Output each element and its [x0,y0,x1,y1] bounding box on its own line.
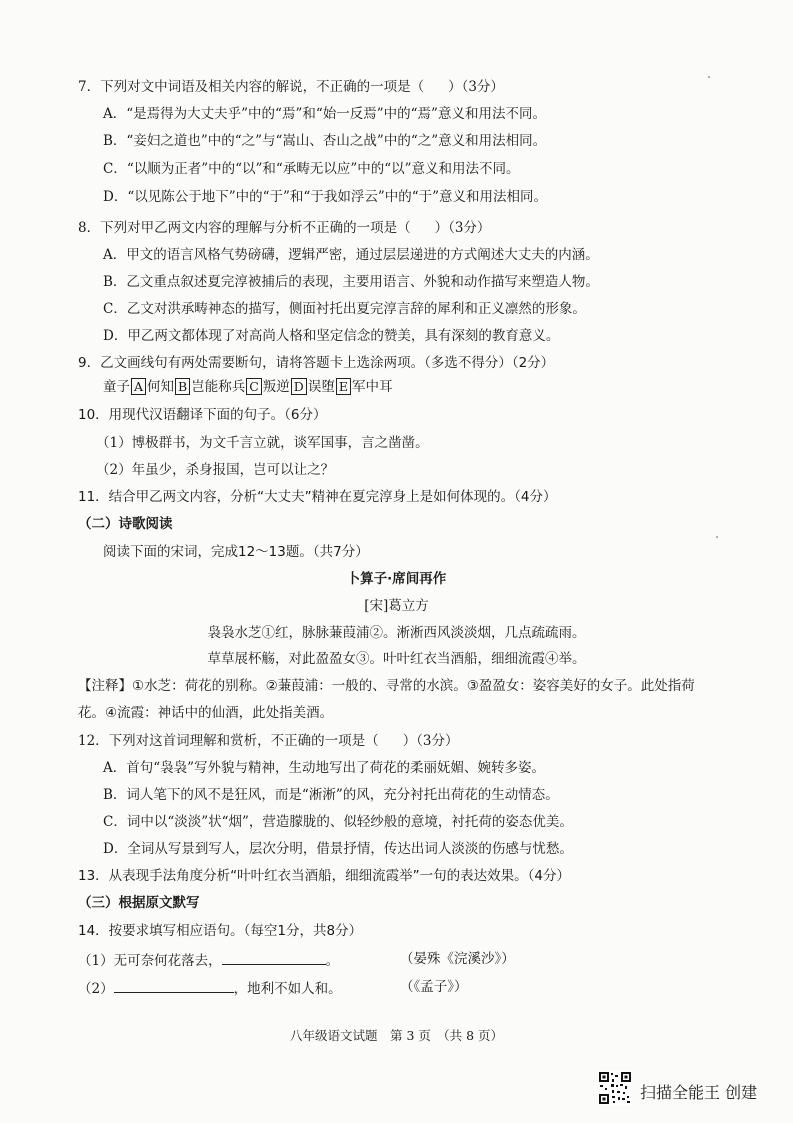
q14-source-1: （晏殊《浣溪沙》） [400,951,515,967]
scan-speck [708,76,710,78]
q7-option-a: A．“是焉得为大丈夫乎”中的“焉”和“始一反焉”中的“焉”意义和用法不同。 [103,106,546,122]
q12-option-a: A．首句“袅袅”写外貌与精神，生动地写出了荷花的柔丽妩媚、婉转多姿。 [103,760,546,776]
q10-sentence-1: （1）博极群书，为文千言立就，谈军国事，言之凿凿。 [96,435,429,451]
q9-seg-d: 误堕 [307,379,335,395]
q9-box-a[interactable]: A [131,378,146,395]
q12-close: ）（3分） [402,733,459,749]
q7-option-b: B．“妾妇之道也”中的“之”与“嵩山、杏山之战”中的“之”意义和用法相同。 [103,133,547,149]
q9-seg-e: 军中耳 [351,379,393,395]
poem-title: 卜算子·席间再作 [346,571,447,587]
q10-stem: 10．用现代汉语翻译下面的句子。（6分） [78,407,327,423]
poem-line-1: 袅袅水芝①红，脉脉蒹葭浦②。淅淅西风淡淡烟，几点疏疏雨。 [207,625,586,641]
poem-notes-1: 【注释】①水芝：荷花的别称。②蒹葭浦：一般的、寻常的水滨。③盈盈女：姿容美好的女子。此处指荷 [78,678,695,694]
poem-notes-2: 花。④流霞：神话中的仙酒，此处指美酒。 [78,705,334,721]
qr-code-icon [598,1071,632,1105]
q13-stem: 13．从表现手法角度分析“叶叶红衣当酒船，细细流霞举”一句的表达效果。（4分） [78,868,571,884]
q7-option-d: D．“以见陈公于地下”中的“于”和“于我如浮云”中的“于”意义和用法相同。 [103,189,548,205]
q12-stem-line [78,732,459,750]
q14-stem: 14．按要求填写相应语句。（每空1分，共8分） [78,923,363,939]
q12-stem: 12．下列对这首词理解和赏析，不正确的一项是（ [78,733,379,749]
poem-line-2: 草草展杯觞，对此盈盈女③。叶叶红衣当酒船，细细流霞④举。 [207,651,586,667]
q11-stem: 11．结合甲乙两文内容，分析“大丈夫”精神在夏完淳身上是如何体现的。（4分） [78,489,557,505]
q14-fill-1-suffix: 。 [325,953,340,969]
q8-option-c: C．乙文对洪承畴神态的描写，侧面衬托出夏完淳言辞的犀利和正义凛然的形象。 [103,301,586,317]
section-3-title: （三）根据原文默写 [78,895,200,911]
q9-sentence [103,378,392,396]
section-2-intro: 阅读下面的宋词，完成12～13题。（共7分） [103,544,369,560]
q14-source-2: （《孟子》） [400,979,468,995]
q14-blank-2[interactable] [114,978,234,993]
q9-box-e[interactable]: E [336,378,351,395]
q7-close: ）（3分） [448,79,504,95]
q9-seg-a: 何知 [147,379,175,395]
q9-seg-c: 叛逆 [262,379,290,395]
q8-close: ）（3分） [434,220,491,236]
q14-fill-2 [78,978,342,998]
scanner-watermark: 扫描全能王 创建 [640,1083,758,1102]
q7-stem-line [78,78,504,96]
q8-option-d: D．甲乙两文都体现了对高尚人格和坚定信念的赞美，具有深刻的教育意义。 [103,328,560,344]
q9-seg-b: 岂能称兵 [191,379,246,395]
q8-option-b: B．乙文重点叙述夏完淳被捕后的表现，主要用语言、外貌和动作描写来塑造人物。 [103,274,599,290]
q7-stem: 7．下列对文中词语及相关内容的解说，不正确的一项是（ [78,79,425,95]
q9-prefix: 童子 [103,379,130,395]
section-2-title: （二）诗歌阅读 [78,516,173,532]
q14-fill-1-prefix: （1）无可奈何花落去， [78,953,222,969]
q14-fill-2-prefix: （2） [78,981,114,997]
q9-box-c[interactable]: C [246,378,262,395]
q9-stem: 9．乙文画线句有两处需要断句，请将答题卡上选涂两项。（多选不得分）（2分） [78,355,555,371]
q12-option-b: B．词人笔下的风不是狂风，而是“淅淅”的风，充分衬托出荷花的生动情态。 [103,787,559,803]
q14-blank-1[interactable] [222,950,326,965]
q10-sentence-2: （2）年虽少，杀身报国，岂可以让之？ [96,462,335,478]
q7-option-c: C．“以顺为正者”中的“以”和“承畴无以应”中的“以”意义和用法不同。 [103,161,520,177]
q14-fill-1 [78,950,339,970]
q8-stem-line [78,219,490,237]
q9-box-b[interactable]: B [175,378,190,395]
q8-option-a: A．甲文的语言风格气势磅礴，逻辑严密，通过层层递进的方式阐述大丈夫的内涵。 [103,247,599,263]
q12-option-c: C．词中以“淡淡”状“烟”，营造朦胧的、似轻纱般的意境，衬托荷的姿态优美。 [103,814,573,830]
poem-author: [宋]葛立方 [364,598,429,614]
q12-option-d: D．全词从写景到写人，层次分明，借景抒情，传达出词人淡淡的伤感与忧愁。 [103,841,573,857]
page-footer: 八年级语文试题 第 3 页 （共 8 页） [289,1028,504,1043]
q9-box-d[interactable]: D [291,378,307,395]
q8-stem: 8．下列对甲乙两文内容的理解与分析不正确的一项是（ [78,220,411,236]
scan-speck [716,536,718,538]
q14-fill-2-suffix: ，地利不如人和。 [233,981,342,997]
